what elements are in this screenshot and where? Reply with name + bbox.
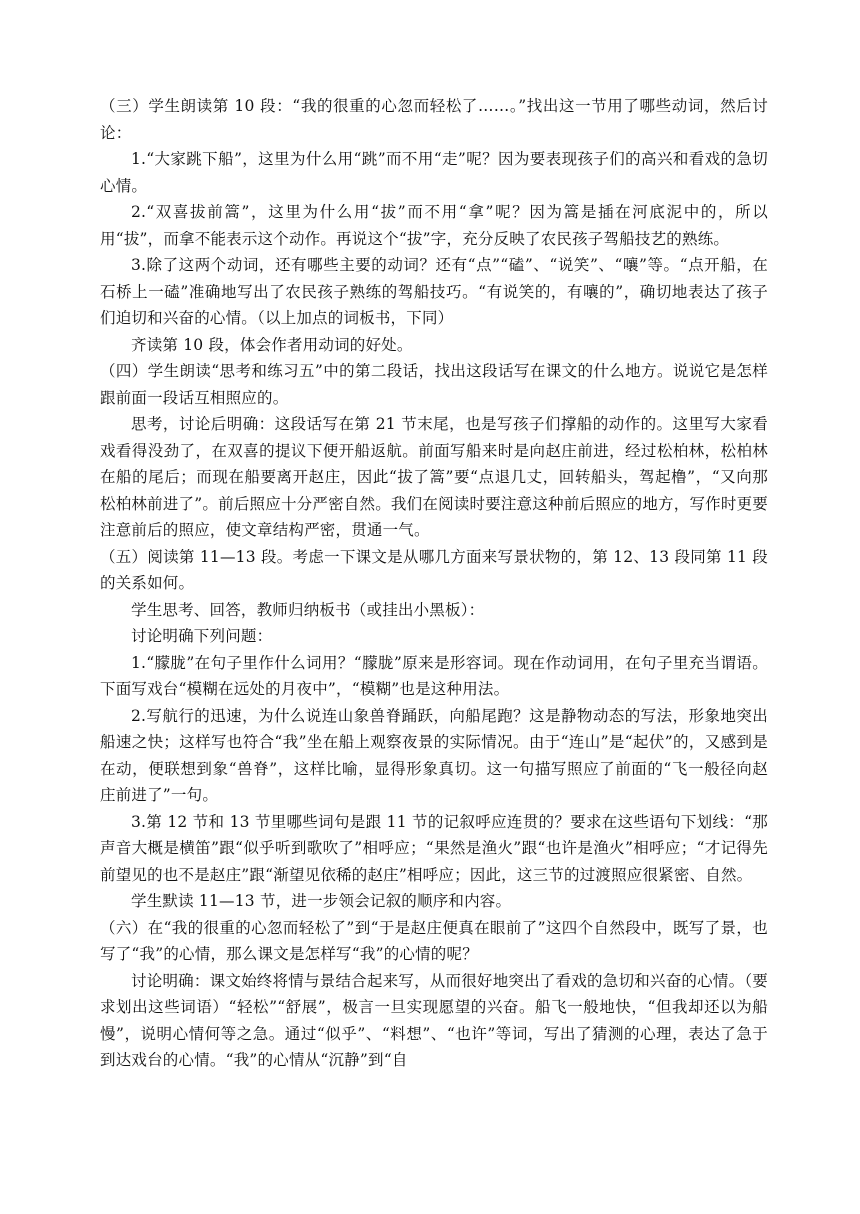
paragraph-discussion-echo: 思考，讨论后明确：这段话写在第 21 节末尾，也是写孩子们撑船的动作的。这里写大家看戏看得没劲了，在双喜的提议下便开船返航。前面写船来时是向赵庄前进，经过松柏林，松柏林在船的尾后；而现在船要离开赵庄，因此“拔了篙”要“点退几丈，回转船头，驾起橹”，“又向那松柏林前进了”。前后照应十分严密自然。我们在阅读时要注意这种前后照应的地方，写作时更要注意前后的照应，使文章结构严密，贯通一气。 bbox=[100, 415, 768, 539]
paragraph-discussion-intro: 讨论明确下列问题： bbox=[131, 627, 273, 645]
paragraph-blackboard: 学生思考、回答，教师归纳板书（或挂出小黑板）： bbox=[131, 600, 485, 619]
paragraph-section-5-heading: （五）阅读第 11—13 段。考虑一下课文是从哪几方面来写景状物的，第 12、13 段同第 11 段的关系如何。 bbox=[100, 547, 768, 592]
paragraph-item-pull: 2.“双喜拔前篙”，这里为什么用“拔”而不用“拿”呢？因为篙是插在河底泥中的，所以用“拔”，而拿不能表示这个动作。再说这个“拔”字，充分反映了农民孩子驾船技艺的熟练。 bbox=[100, 203, 768, 248]
paragraph-item-other-verbs: 3.除了这两个动词，还有哪些主要的动词？还有“点”“磕”、“说笑”、“嚷”等。“点开船，在石桥上一磕”准确地写出了农民孩子熟练的驾船技巧。“有说笑的，有嚷的”，确切地表达了孩子们迫切和兴奋的心情。（以上加点的词板书，下同） bbox=[100, 256, 768, 327]
paragraph-section-3-heading: （三）学生朗读第 10 段：“我的很重的心忽而轻松了……。”找出这一节用了哪些动词，然后讨论： bbox=[100, 97, 768, 142]
paragraph-item-jump: 1.“大家跳下船”，这里为什么用“跳”而不用“走”呢？因为要表现孩子们的高兴和看戏的急切心情。 bbox=[100, 150, 768, 195]
paragraph-silent-read: 学生默读 11—13 节，进一步领会记叙的顺序和内容。 bbox=[131, 892, 512, 910]
document-body bbox=[100, 93, 768, 1074]
paragraph-section-6-heading: （六）在“我的很重的心忽而轻松了”到“于是赵庄便真在眼前了”这四个自然段中，既写了景，也写了“我”的心情，那么课文是怎样写“我”的心情的呢？ bbox=[100, 918, 768, 963]
paragraph-read-aloud: 齐读第 10 段，体会作者用动词的好处。 bbox=[131, 335, 413, 354]
paragraph-item-menglong: 1.“朦胧”在句子里作什么词用？“朦胧”原来是形容词。现在作动词用，在句子里充当谓语。下面写戏台“模糊在远处的月夜中”，“模糊”也是这种用法。 bbox=[100, 653, 768, 698]
paragraph-section-4-heading: （四）学生朗读“思考和练习五”中的第二段话，找出这段话写在课文的什么地方。说说它是怎样跟前面一段话互相照应的。 bbox=[100, 362, 768, 407]
paragraph-discussion-mood: 讨论明确：课文始终将情与景结合起来写，从而很好地突出了看戏的急切和兴奋的心情。（要求划出这些词语）“轻松”“舒展”，极言一旦实现愿望的兴奋。船飞一般地快，“但我却还以为船慢”，说明心情何等之急。通过“似乎”、“料想”、“也许”等词，写出了猜测的心理，表达了急于到达戏台的心情。“我”的心情从“沉静”到“自 bbox=[100, 971, 768, 1069]
paragraph-item-speed: 2.写航行的迅速，为什么说连山象兽脊踊跃，向船尾跑？这是静物动态的写法，形象地突出船速之快；这样写也符合“我”坐在船上观察夜景的实际情况。由于“连山”是“起伏”的，又感到是在动，便联想到象“兽脊”，这样比喻，显得形象真切。这一句描写照应了前面的“飞一般径向赵庄前进了”一句。 bbox=[100, 706, 768, 804]
paragraph-item-echo-words: 3.第 12 节和 13 节里哪些词句是跟 11 节的记叙呼应连贯的？要求在这些语句下划线：“那声音大概是横笛”跟“似乎听到歌吹了”相呼应；“果然是渔火”跟“也许是渔火”相呼应；“才记得先前望见的也不是赵庄”跟“渐望见依稀的赵庄”相呼应；因此，这三节的过渡照应很紧密、自然。 bbox=[100, 812, 768, 884]
